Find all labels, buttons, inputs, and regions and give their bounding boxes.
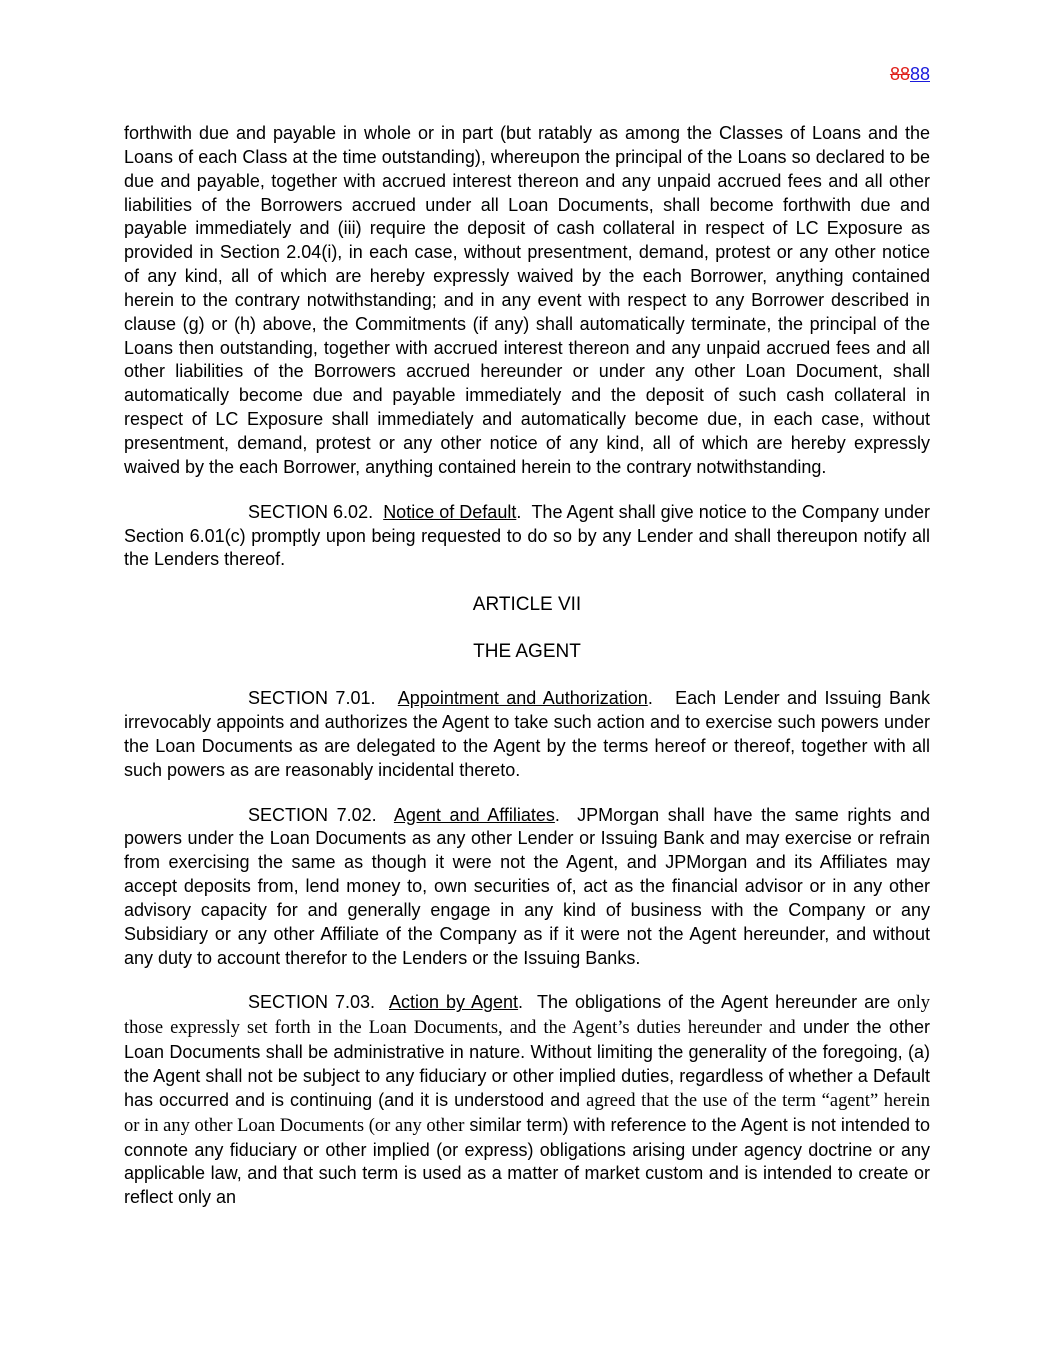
section-7-03-label: SECTION 7.03.	[248, 992, 376, 1013]
section-7-02: SECTION 7.02. Agent and Affiliates. JPMorgan shall have the same rights and powers under the Loan Documents as any other Lender or Issuing Bank and may exercise or refrain from exercising the same as though it were not the Agent, and JPMorgan and its Affiliates may accept deposits from, lend money to, own securities of, act as the financial advisor or in any other advisory capacity for and generally engage in any kind of business with the Company or any Subsidiary or any other Affiliate of the Company as if it were not the Agent hereunder, and without any duty to account therefor to the Lenders or the Issuing Banks.	[124, 804, 930, 968]
section-7-03-body-4: agreed that the use of the term “agent” herein or in any other Loan Documents (or any other	[124, 1090, 930, 1136]
page-number	[890, 63, 930, 85]
section-7-03-body-2: only those expressly set forth in the Loan Documents, and the Agent’s duties hereunder and	[124, 993, 930, 1039]
section-7-01-title: Appointment and Authorization	[397, 688, 648, 709]
article-number: ARTICLE VII	[472, 594, 582, 616]
section-6-02-title: Notice of Default	[383, 501, 517, 522]
section-7-02-body: JPMorgan shall have the same rights and powers under the Loan Documents as any other Lender or Issuing Bank and may exercise or refrain from exercising the same as though it were not the Agent, and JPMorgan and its Affiliates may accept deposits from, lend money to, own securities of, act as the financial advisor or in any other advisory capacity for and generally engage in any kind of business with the Company or any Subsidiary or any other Affiliate of the Company as if it were not the Agent hereunder, and without any duty to account therefor to the Lenders or the Issuing Banks.	[124, 804, 930, 968]
section-7-02-label: SECTION 7.02.	[248, 804, 377, 825]
section-7-03-body-5: similar term) with reference to the Agent is not intended to connote any fiduciary or other implied (or express) obligations arising under agency doctrine or any applicable law, and that such term is used as a matter of market custom and is intended to create or reflect only an	[124, 1114, 930, 1208]
continued-paragraph: forthwith due and payable in whole or in part (but ratably as among the Classes of Loans and the Loans of each Class at the time outstanding), whereupon the principal of the Loans so declared to be due and payable, together with accrued interest thereon and any unpaid accrued fees and all other liabilities of the Borrowers accrued under all Loan Documents, shall become forthwith due and payable immediately and (iii) require the deposit of cash collateral in respect of LC Exposure as provided in Section 2.04(i), in each case, without presentment, demand, protest or any other notice of any kind, all of which are hereby expressly waived by the each Borrower, anything contained herein to the contrary notwithstanding; and in any event with respect to any Borrower described in clause (g) or (h) above, the Commitments (if any) shall automatically terminate, the principal of the Loans then outstanding, together with accrued interest thereon and any unpaid accrued fees and all other liabilities of the Borrowers accrued hereunder or under any other Loan Document, shall automatically become due and payable immediately and the deposit of such cash collateral in respect of LC Exposure shall immediately and automatically become due, in each case, without presentment, demand, protest or any other notice of any kind, all of which are hereby expressly waived by the each Borrower, anything contained herein to the contrary notwithstanding.	[124, 123, 930, 477]
section-7-03: SECTION 7.03. Action by Agent. The obligations of the Agent hereunder are only those expressly set forth in the Loan Documents, and the Agent’s duties hereunder and under the other Loan Documents shall be administrative in nature. Without limiting the generality of the foregoing, (a) the Agent shall not be subject to any fiduciary or other implied duties, regardless of whether a Default has occurred and is continuing (and it is understood and agreed that the use of the term “agent” herein or in any other Loan Documents (or any other similar term) with reference to the Agent is not intended to connote any fiduciary or other implied (or express) obligations arising under agency doctrine or any applicable law, and that such term is used as a matter of market custom and is intended to create or reflect only an	[124, 992, 930, 1208]
section-6-02-label: SECTION 6.02.	[248, 501, 374, 522]
section-7-01: SECTION 7.01. Appointment and Authorization. Each Lender and Issuing Bank irrevocably appoints and authorizes the Agent to take such action and to exercise such powers under the Loan Documents as are delegated to the Agent by the terms hereof or thereof, together with all such powers as are reasonably incidental thereto.	[124, 688, 930, 780]
section-7-01-body: Each Lender and Issuing Bank irrevocably appoints and authorizes the Agent to take such action and to exercise such powers under the Loan Documents as are delegated to the Agent by the terms hereof or thereof, together with all such powers as are reasonably incidental thereto.	[124, 688, 930, 780]
section-7-01-label: SECTION 7.01.	[248, 688, 376, 709]
section-7-03-body-1: The obligations of the Agent hereunder are	[537, 992, 891, 1013]
page-number-deleted: 88	[889, 64, 910, 84]
section-7-03-body-3: under the other Loan Documents shall be administrative in nature. Without limiting the generality of the foregoing, (a) the Agent shall not be subject to any fiduciary or other implied duties, regardless of whether a Default has occurred and is continuing (and it is understood and	[124, 1017, 930, 1110]
section-7-03-title: Action by Agent	[389, 992, 519, 1013]
page-number-inserted: 88	[909, 64, 930, 84]
document-body	[124, 122, 930, 1231]
article-title: THE AGENT	[473, 641, 581, 663]
section-6-02-body: The Agent shall give notice to the Company under Section 6.01(c) promptly upon being requested to do so by any Lender and shall thereupon notify all the Lenders thereof.	[124, 501, 931, 570]
section-7-02-title: Agent and Affiliates	[393, 804, 555, 825]
section-6-02: SECTION 6.02. Notice of Default. The Agent shall give notice to the Company under Section 6.01(c) promptly upon being requested to do so by any Lender and shall thereupon notify all the Lenders thereof.	[124, 501, 931, 570]
